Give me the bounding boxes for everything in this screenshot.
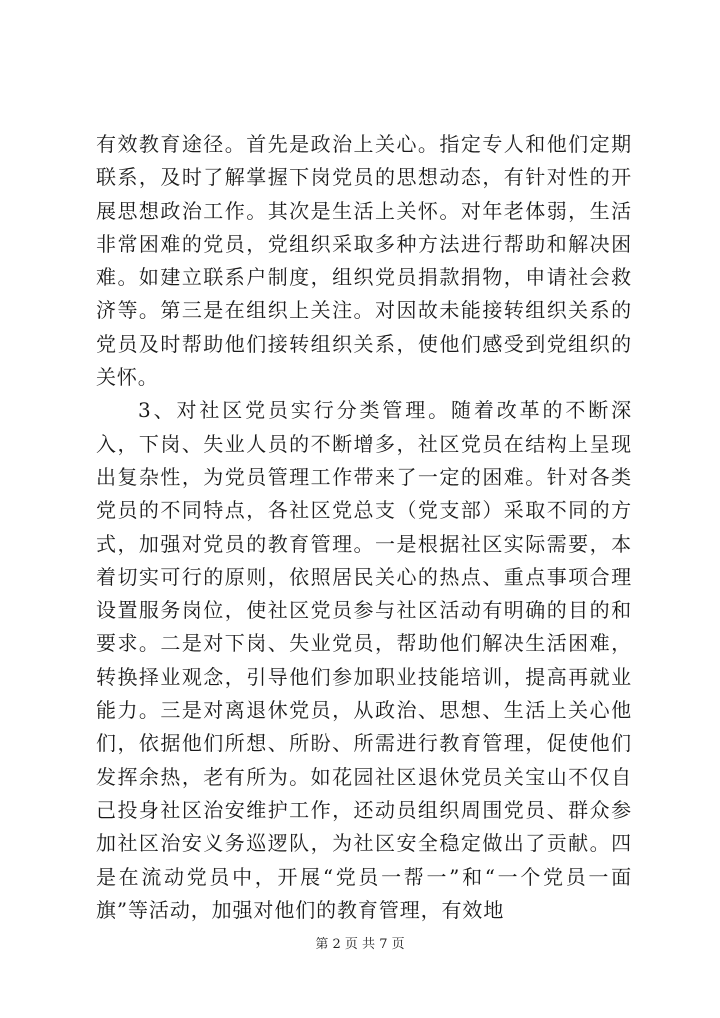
paragraph-classified-management: 3、对社区党员实行分类管理。随着改革的不断深入，下岗、失业人员的不断增多，社区党员在结构上呈现出复杂性，为党员管理工作带来了一定的困难。针对各类党员的不同特点，各社区党总支（党支部）采取不同的方式，加强对党员的教育管理。一是根据社区实际需要，本着切实可行的原则，依照居民关心的热点、重点事项合理设置服务岗位，使社区党员参与社区活动有明确的目的和要求。二是对下岗、失业党员，帮助他们解决生活困难，转换择业观念，引导他们参加职业技能培训，提高再就业能力。三是对离退休党员，从政治、思想、生活上关心他们，依据他们所想、所盼、所需进行教育管理，促使他们发挥余热，老有所为。如花园社区退休党员关宝山不仅自己投身社区治安维护工作，还动员组织周围党员、群众参加社区治安义务巡逻队，为社区安全稳定做出了贡献。四是在流动党员中，开展“党员一帮一”和“一个党员一面旗”等活动，加强对他们的教育管理，有效地 (96, 398, 632, 922)
page-footer: 第 2 页 共 7 页 (315, 937, 405, 952)
document-body (96, 128, 632, 927)
paragraph-continuation: 有效教育途径。首先是政治上关心。指定专人和他们定期联系，及时了解掌握下岗党员的思想动态，有针对性的开展思想政治工作。其次是生活上关怀。对年老体弱，生活非常困难的党员，党组织采取多种方法进行帮助和解决困难。如建立联系户制度，组织党员捐款捐物，申请社会救济等。第三是在组织上关注。对因故未能接转组织关系的党员及时帮助他们接转组织关系，使他们感受到党组织的关怀。 (96, 132, 632, 390)
